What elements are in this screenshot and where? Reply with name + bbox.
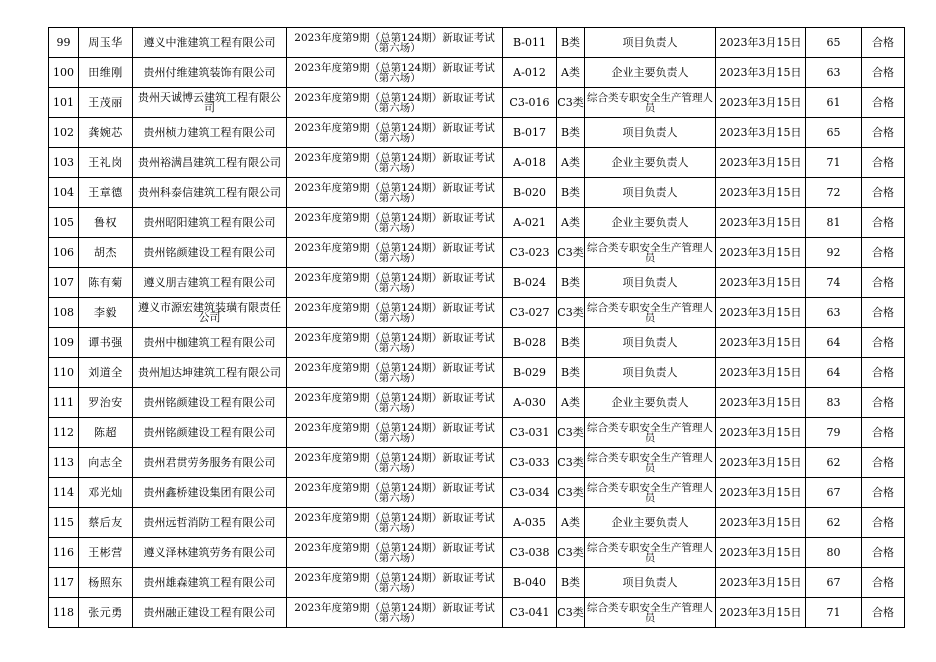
cell-score: 65 [806, 118, 862, 148]
cell-number: 107 [49, 268, 79, 298]
cell-seat-number: C3-033 [503, 448, 557, 478]
cell-category: A类 [557, 148, 585, 178]
cell-role: 项目负责人 [585, 568, 716, 598]
cell-company: 贵州铭颜建设工程有限公司 [133, 238, 287, 268]
cell-exam-date: 2023年3月15日 [716, 538, 806, 568]
cell-seat-number: B-028 [503, 328, 557, 358]
cell-company: 贵州裕满昌建筑工程有限公司 [133, 148, 287, 178]
cell-category: C3类 [557, 418, 585, 448]
cell-seat-number: B-017 [503, 118, 557, 148]
cell-company: 贵州铭颜建设工程有限公司 [133, 418, 287, 448]
cell-number: 106 [49, 238, 79, 268]
cell-seat-number: C3-031 [503, 418, 557, 448]
table-row [49, 508, 905, 538]
table-row [49, 358, 905, 388]
table-row [49, 538, 905, 568]
cell-name: 蔡后友 [79, 508, 133, 538]
cell-exam-session: 2023年度第9期（总第124期）新取证考试（第六场） [287, 448, 503, 478]
cell-name: 陈超 [79, 418, 133, 448]
cell-name: 鲁权 [79, 208, 133, 238]
cell-company: 贵州桢力建筑工程有限公司 [133, 118, 287, 148]
cell-name: 邓光灿 [79, 478, 133, 508]
cell-seat-number: A-018 [503, 148, 557, 178]
cell-category: C3类 [557, 88, 585, 118]
cell-seat-number: C3-041 [503, 598, 557, 628]
cell-exam-date: 2023年3月15日 [716, 28, 806, 58]
cell-role: 综合类专职安全生产管理人员 [585, 298, 716, 328]
cell-category: C3类 [557, 598, 585, 628]
cell-exam-date: 2023年3月15日 [716, 178, 806, 208]
cell-role: 企业主要负责人 [585, 58, 716, 88]
cell-company: 遵义市源宏建筑装璜有限责任公司 [133, 298, 287, 328]
cell-score: 64 [806, 328, 862, 358]
cell-role: 项目负责人 [585, 28, 716, 58]
cell-role: 企业主要负责人 [585, 508, 716, 538]
cell-seat-number: A-021 [503, 208, 557, 238]
table-row [49, 388, 905, 418]
cell-result: 合格 [862, 178, 905, 208]
cell-role: 项目负责人 [585, 118, 716, 148]
cell-number: 116 [49, 538, 79, 568]
cell-company: 贵州天诚博云建筑工程有限公司 [133, 88, 287, 118]
cell-name: 王彬营 [79, 538, 133, 568]
table-row [49, 448, 905, 478]
cell-seat-number: B-011 [503, 28, 557, 58]
table-row [49, 148, 905, 178]
cell-result: 合格 [862, 238, 905, 268]
cell-result: 合格 [862, 508, 905, 538]
cell-number: 117 [49, 568, 79, 598]
cell-role: 企业主要负责人 [585, 388, 716, 418]
cell-seat-number: B-024 [503, 268, 557, 298]
cell-category: B类 [557, 268, 585, 298]
cell-number: 100 [49, 58, 79, 88]
cell-exam-session: 2023年度第9期（总第124期）新取证考试（第六场） [287, 148, 503, 178]
cell-score: 62 [806, 448, 862, 478]
cell-name: 田维刚 [79, 58, 133, 88]
cell-number: 118 [49, 598, 79, 628]
cell-role: 综合类专职安全生产管理人员 [585, 88, 716, 118]
cell-category: A类 [557, 508, 585, 538]
cell-category: B类 [557, 568, 585, 598]
cell-exam-date: 2023年3月15日 [716, 568, 806, 598]
cell-seat-number: A-012 [503, 58, 557, 88]
cell-exam-session: 2023年度第9期（总第124期）新取证考试（第六场） [287, 568, 503, 598]
cell-result: 合格 [862, 598, 905, 628]
table-row [49, 178, 905, 208]
cell-role: 综合类专职安全生产管理人员 [585, 448, 716, 478]
table-row [49, 478, 905, 508]
cell-result: 合格 [862, 148, 905, 178]
cell-score: 62 [806, 508, 862, 538]
cell-name: 杨照东 [79, 568, 133, 598]
cell-company: 贵州雄森建筑工程有限公司 [133, 568, 287, 598]
cell-exam-session: 2023年度第9期（总第124期）新取证考试（第六场） [287, 118, 503, 148]
cell-exam-session: 2023年度第9期（总第124期）新取证考试（第六场） [287, 358, 503, 388]
cell-exam-date: 2023年3月15日 [716, 118, 806, 148]
cell-result: 合格 [862, 568, 905, 598]
cell-exam-session: 2023年度第9期（总第124期）新取证考试（第六场） [287, 58, 503, 88]
cell-category: C3类 [557, 448, 585, 478]
cell-number: 99 [49, 28, 79, 58]
cell-role: 综合类专职安全生产管理人员 [585, 238, 716, 268]
cell-company: 贵州科泰信建筑工程有限公司 [133, 178, 287, 208]
cell-score: 79 [806, 418, 862, 448]
cell-score: 67 [806, 568, 862, 598]
table-row [49, 418, 905, 448]
cell-result: 合格 [862, 88, 905, 118]
cell-name: 龚婉芯 [79, 118, 133, 148]
cell-number: 109 [49, 328, 79, 358]
cell-category: B类 [557, 178, 585, 208]
cell-result: 合格 [862, 118, 905, 148]
cell-role: 项目负责人 [585, 358, 716, 388]
cell-exam-session: 2023年度第9期（总第124期）新取证考试（第六场） [287, 598, 503, 628]
cell-company: 遵义中淮建筑工程有限公司 [133, 28, 287, 58]
cell-exam-date: 2023年3月15日 [716, 238, 806, 268]
cell-role: 综合类专职安全生产管理人员 [585, 538, 716, 568]
cell-role: 综合类专职安全生产管理人员 [585, 598, 716, 628]
cell-score: 71 [806, 598, 862, 628]
cell-seat-number: B-040 [503, 568, 557, 598]
cell-score: 72 [806, 178, 862, 208]
cell-number: 113 [49, 448, 79, 478]
cell-category: B类 [557, 118, 585, 148]
cell-company: 贵州旭达坤建筑工程有限公司 [133, 358, 287, 388]
cell-result: 合格 [862, 208, 905, 238]
cell-result: 合格 [862, 58, 905, 88]
cell-name: 谭书强 [79, 328, 133, 358]
cell-seat-number: B-020 [503, 178, 557, 208]
table-row [49, 208, 905, 238]
cell-number: 103 [49, 148, 79, 178]
cell-number: 105 [49, 208, 79, 238]
cell-company: 遵义朋吉建筑工程有限公司 [133, 268, 287, 298]
table-row [49, 328, 905, 358]
table-row [49, 88, 905, 118]
cell-name: 张元勇 [79, 598, 133, 628]
cell-result: 合格 [862, 268, 905, 298]
cell-seat-number: A-030 [503, 388, 557, 418]
cell-role: 项目负责人 [585, 178, 716, 208]
cell-name: 陈有菊 [79, 268, 133, 298]
table-row [49, 598, 905, 628]
cell-score: 65 [806, 28, 862, 58]
cell-exam-date: 2023年3月15日 [716, 88, 806, 118]
cell-result: 合格 [862, 418, 905, 448]
cell-company: 贵州远哲消防工程有限公司 [133, 508, 287, 538]
cell-score: 63 [806, 298, 862, 328]
table-row [49, 568, 905, 598]
cell-exam-session: 2023年度第9期（总第124期）新取证考试（第六场） [287, 178, 503, 208]
cell-exam-session: 2023年度第9期（总第124期）新取证考试（第六场） [287, 538, 503, 568]
cell-role: 企业主要负责人 [585, 148, 716, 178]
cell-exam-date: 2023年3月15日 [716, 358, 806, 388]
table-row [49, 118, 905, 148]
cell-exam-session: 2023年度第9期（总第124期）新取证考试（第六场） [287, 28, 503, 58]
cell-category: C3类 [557, 298, 585, 328]
cell-score: 80 [806, 538, 862, 568]
cell-score: 64 [806, 358, 862, 388]
table-row [49, 298, 905, 328]
cell-role: 综合类专职安全生产管理人员 [585, 478, 716, 508]
cell-category: B类 [557, 328, 585, 358]
cell-company: 贵州鑫桥建设集团有限公司 [133, 478, 287, 508]
cell-role: 企业主要负责人 [585, 208, 716, 238]
cell-seat-number: C3-038 [503, 538, 557, 568]
cell-exam-session: 2023年度第9期（总第124期）新取证考试（第六场） [287, 88, 503, 118]
cell-role: 项目负责人 [585, 268, 716, 298]
cell-name: 周玉华 [79, 28, 133, 58]
results-table [48, 27, 905, 628]
cell-exam-date: 2023年3月15日 [716, 298, 806, 328]
cell-exam-session: 2023年度第9期（总第124期）新取证考试（第六场） [287, 268, 503, 298]
cell-category: C3类 [557, 538, 585, 568]
cell-score: 74 [806, 268, 862, 298]
cell-result: 合格 [862, 478, 905, 508]
cell-exam-session: 2023年度第9期（总第124期）新取证考试（第六场） [287, 208, 503, 238]
cell-number: 104 [49, 178, 79, 208]
cell-number: 112 [49, 418, 79, 448]
cell-company: 贵州付维建筑装饰有限公司 [133, 58, 287, 88]
cell-result: 合格 [862, 448, 905, 478]
cell-score: 61 [806, 88, 862, 118]
cell-exam-session: 2023年度第9期（总第124期）新取证考试（第六场） [287, 388, 503, 418]
cell-name: 刘道全 [79, 358, 133, 388]
cell-exam-date: 2023年3月15日 [716, 478, 806, 508]
cell-exam-session: 2023年度第9期（总第124期）新取证考试（第六场） [287, 418, 503, 448]
cell-seat-number: C3-034 [503, 478, 557, 508]
cell-number: 101 [49, 88, 79, 118]
cell-exam-date: 2023年3月15日 [716, 418, 806, 448]
cell-name: 罗治安 [79, 388, 133, 418]
cell-result: 合格 [862, 28, 905, 58]
cell-exam-session: 2023年度第9期（总第124期）新取证考试（第六场） [287, 508, 503, 538]
cell-exam-session: 2023年度第9期（总第124期）新取证考试（第六场） [287, 298, 503, 328]
cell-company: 贵州君贯劳务服务有限公司 [133, 448, 287, 478]
cell-category: A类 [557, 58, 585, 88]
cell-seat-number: C3-027 [503, 298, 557, 328]
cell-company: 贵州中枷建筑工程有限公司 [133, 328, 287, 358]
cell-category: B类 [557, 358, 585, 388]
cell-seat-number: C3-023 [503, 238, 557, 268]
table-row [49, 268, 905, 298]
cell-category: A类 [557, 208, 585, 238]
cell-exam-date: 2023年3月15日 [716, 508, 806, 538]
cell-exam-session: 2023年度第9期（总第124期）新取证考试（第六场） [287, 328, 503, 358]
cell-number: 114 [49, 478, 79, 508]
cell-company: 贵州铭颜建设工程有限公司 [133, 388, 287, 418]
cell-seat-number: C3-016 [503, 88, 557, 118]
cell-role: 综合类专职安全生产管理人员 [585, 418, 716, 448]
cell-category: B类 [557, 28, 585, 58]
table-row [49, 238, 905, 268]
cell-company: 贵州昭阳建筑工程有限公司 [133, 208, 287, 238]
cell-number: 110 [49, 358, 79, 388]
cell-seat-number: B-029 [503, 358, 557, 388]
cell-score: 81 [806, 208, 862, 238]
cell-name: 王章德 [79, 178, 133, 208]
cell-result: 合格 [862, 328, 905, 358]
cell-seat-number: A-035 [503, 508, 557, 538]
cell-exam-session: 2023年度第9期（总第124期）新取证考试（第六场） [287, 478, 503, 508]
cell-name: 胡杰 [79, 238, 133, 268]
cell-name: 李毅 [79, 298, 133, 328]
cell-exam-date: 2023年3月15日 [716, 388, 806, 418]
cell-score: 92 [806, 238, 862, 268]
cell-category: C3类 [557, 238, 585, 268]
cell-result: 合格 [862, 298, 905, 328]
table-row [49, 28, 905, 58]
cell-exam-date: 2023年3月15日 [716, 58, 806, 88]
cell-score: 83 [806, 388, 862, 418]
cell-number: 102 [49, 118, 79, 148]
table-body [49, 28, 905, 628]
cell-name: 向志全 [79, 448, 133, 478]
cell-result: 合格 [862, 358, 905, 388]
cell-name: 王茂丽 [79, 88, 133, 118]
cell-result: 合格 [862, 388, 905, 418]
cell-name: 王礼岗 [79, 148, 133, 178]
cell-number: 111 [49, 388, 79, 418]
cell-role: 项目负责人 [585, 328, 716, 358]
cell-result: 合格 [862, 538, 905, 568]
cell-exam-date: 2023年3月15日 [716, 268, 806, 298]
cell-score: 63 [806, 58, 862, 88]
cell-exam-date: 2023年3月15日 [716, 208, 806, 238]
cell-score: 67 [806, 478, 862, 508]
cell-category: C3类 [557, 478, 585, 508]
cell-category: A类 [557, 388, 585, 418]
cell-score: 71 [806, 148, 862, 178]
cell-company: 遵义泽林建筑劳务有限公司 [133, 538, 287, 568]
cell-exam-session: 2023年度第9期（总第124期）新取证考试（第六场） [287, 238, 503, 268]
cell-exam-date: 2023年3月15日 [716, 598, 806, 628]
cell-exam-date: 2023年3月15日 [716, 148, 806, 178]
table-row [49, 58, 905, 88]
cell-company: 贵州融正建设工程有限公司 [133, 598, 287, 628]
cell-exam-date: 2023年3月15日 [716, 448, 806, 478]
cell-exam-date: 2023年3月15日 [716, 328, 806, 358]
cell-number: 108 [49, 298, 79, 328]
cell-number: 115 [49, 508, 79, 538]
